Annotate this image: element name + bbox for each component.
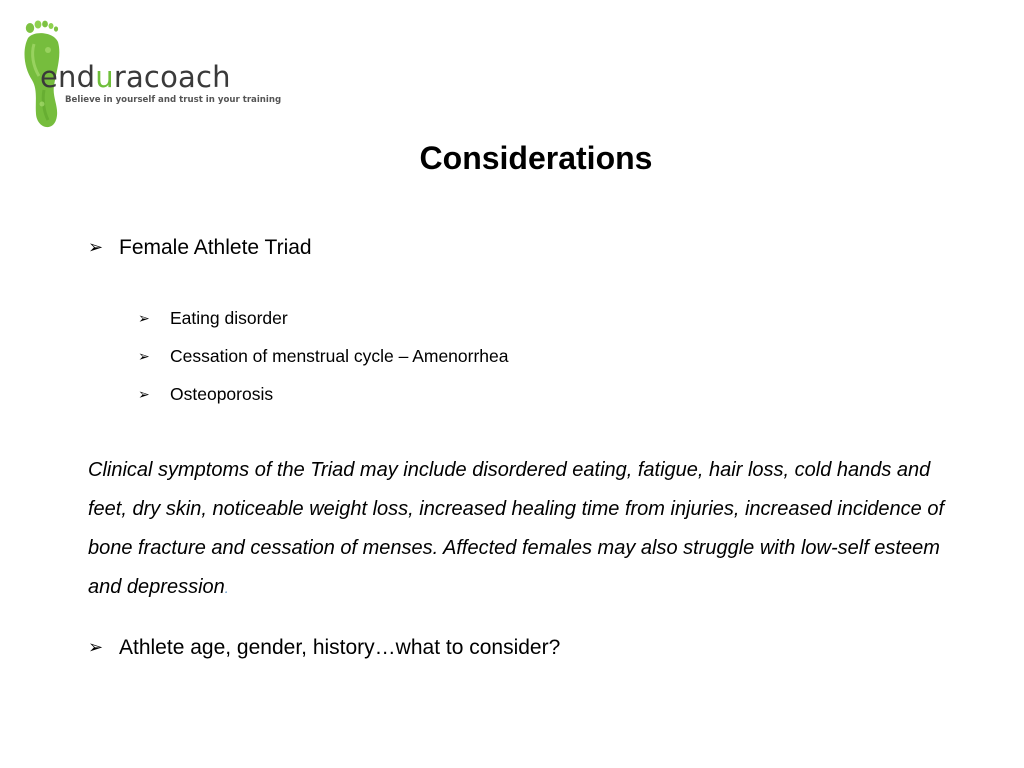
- paragraph-end: .: [224, 580, 229, 596]
- clinical-symptoms-paragraph: [88, 451, 968, 608]
- main-bullet: [88, 234, 312, 263]
- sub-bullet: [138, 344, 509, 370]
- sub-bullet: [138, 306, 288, 332]
- sub-bullet-text: Osteoporosis: [170, 384, 274, 404]
- paragraph-text: Clinical symptoms of the Triad may include disordered eating, fatigue, hair loss, cold hands and feet, dry skin, noticeable weight loss, increased healing time from injuries, increased incidence of bone fracture and cessation of menses. Affected females may also struggle with low-self esteem and depression: [88, 459, 944, 598]
- logo-word-prefix: end: [40, 60, 96, 94]
- logo-word-accent: u: [95, 60, 114, 94]
- arrow-bullet-icon: ➢: [88, 237, 104, 258]
- main-bullet: [88, 634, 560, 663]
- main-bullet-text: Athlete age, gender, history…what to consider?: [119, 636, 561, 659]
- arrow-bullet-icon: ➢: [88, 637, 104, 658]
- sub-bullet: [138, 382, 273, 408]
- enduracoach-logo: [18, 20, 282, 135]
- arrow-bullet-icon: ➢: [138, 349, 150, 365]
- main-bullet-text: Female Athlete Triad: [119, 236, 312, 259]
- logo-word-suffix: racoach: [113, 60, 231, 94]
- arrow-bullet-icon: ➢: [138, 311, 150, 327]
- logo-wordmark: [40, 60, 231, 94]
- logo-tagline: Believe in yourself and trust in your training: [65, 95, 282, 105]
- slide-title: Considerations: [419, 140, 653, 176]
- arrow-bullet-icon: ➢: [138, 387, 150, 403]
- sub-bullet-text: Cessation of menstrual cycle – Amenorrhea: [170, 346, 509, 366]
- sub-bullet-text: Eating disorder: [170, 308, 288, 328]
